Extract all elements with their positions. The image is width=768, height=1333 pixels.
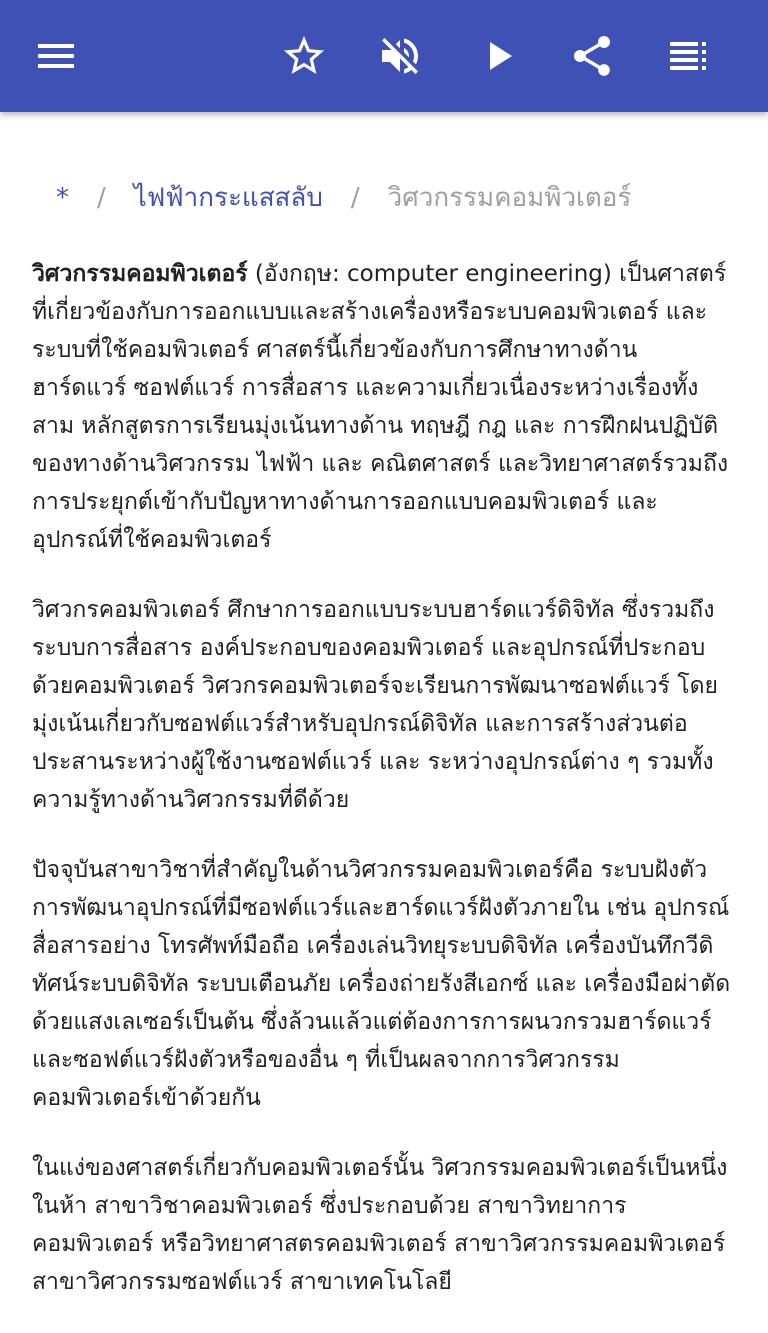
play-button[interactable]: [462, 20, 534, 92]
menu-button[interactable]: [20, 20, 92, 92]
paragraph: วิศวกรคอมพิวเตอร์ ศึกษาการออกแบบระบบฮาร์ดแวร์ดิจิทัล ซึ่งรวมถึงระบบการสื่อสาร องค์ประกอบของคอมพิวเตอร์ และอุปกรณ์ที่ประกอบด้วยคอมพิวเตอร์ วิศวกรคอมพิวเตอร์จะเรียนการพัฒนาซอฟต์แวร์ โดยมุ่งเน้นเกี่ยวกับซอฟต์แวร์สำหรับอุปกรณ์ดิจิทัล และการสร้างส่วนต่อประสานระหว่างผู้ใช้งานซอฟต์แวร์ และ ระหว่างอุปกรณ์ต่าง ๆ รวมทั้งความรู้ทางด้านวิศวกรรมที่ดีด้วย: [32, 597, 718, 813]
article-term: วิศวกรรมคอมพิวเตอร์: [32, 261, 248, 287]
share-icon: [568, 32, 616, 80]
breadcrumb-separator: /: [350, 183, 360, 213]
share-button[interactable]: [556, 20, 628, 92]
app-toolbar: [0, 0, 768, 112]
contents-button[interactable]: [652, 20, 724, 92]
paragraph: ปัจจุบันสาขาวิชาที่สำคัญในด้านวิศวกรรมคอมพิวเตอร์คือ ระบบฝังตัว การพัฒนาอุปกรณ์ที่มีซอฟต์แวร์และฮาร์ดแวร์ฝังตัวภายใน เช่น อุปกรณ์สื่อสารอย่าง โทรศัพท์มือถือ เครื่องเล่นวิทยุระบบดิจิทัล เครื่องบันทึกวีดิทัศน์ระบบดิจิทัล ระบบเตือนภัย เครื่องถ่ายรังสีเอกซ์ และ เครื่องมือผ่าตัดด้วยแสงเลเซอร์เป็นต้น ซึ่งล้วนแล้วแต่ต้องการการผนวกรวมฮาร์ดแวร์และซอฟต์แวร์ฝังตัวหรือของอื่น ๆ ที่เป็นผลจากการวิศวกรรมคอมพิวเตอร์เข้าด้วยกัน: [32, 857, 731, 1111]
mute-button[interactable]: [364, 20, 436, 92]
star-outline-icon: [280, 32, 328, 80]
paragraph: ในแง่ของศาสตร์เกี่ยวกับคอมพิวเตอร์นั้น วิศวกรรมคอมพิวเตอร์เป็นหนึ่งในห้า สาขาวิชาคอมพิวเตอร์ ซึ่งประกอบด้วย สาขาวิทยาการคอมพิวเตอร์ หรือวิทยาศาสตรคอมพิวเตอร์ สาขาวิศวกรรมคอมพิวเตอร์ สาขาวิศวกรรมซอฟต์แวร์ สาขาเทคโนโลยี: [32, 1155, 728, 1295]
article-body: [32, 255, 736, 1333]
playlist-icon: [664, 32, 712, 80]
breadcrumb-parent-link[interactable]: ไฟฟ้ากระแสสลับ: [133, 183, 323, 213]
breadcrumb: [56, 178, 736, 218]
menu-icon: [32, 32, 80, 80]
breadcrumb-home-link[interactable]: *: [56, 183, 69, 213]
breadcrumb-separator: /: [97, 183, 106, 213]
volume-off-icon: [376, 32, 424, 80]
play-icon: [474, 32, 522, 80]
bookmark-star-button[interactable]: [268, 20, 340, 92]
paragraph: [32, 255, 736, 559]
article-content: [0, 112, 768, 1295]
breadcrumb-current: วิศวกรรมคอมพิวเตอร์: [387, 183, 632, 213]
paragraph-text: (อังกฤษ: computer engineering) เป็นศาสตร์ที่เกี่ยวข้องกับการออกแบบและสร้างเครื่องหรือระบบคอมพิวเตอร์ และ ระบบที่ใช้คอมพิวเตอร์ ศาสตร์นี้เกี่ยวข้องกับการศึกษาทางด้าน ฮาร์ดแวร์ ซอฟต์แวร์ การสื่อสาร และความเกี่ยวเนื่องระหว่างเรื่องทั้งสาม หลักสูตรการเรียนมุ่งเน้นทางด้าน ทฤษฎี กฎ และ การฝึกฝนปฏิบัติของทางด้านวิศวกรรม ไฟฟ้า และ คณิตศาสตร์ และวิทยาศาสตร์รวมถึงการประยุกต์เข้ากับปัญหาทางด้านการออกแบบคอมพิวเตอร์ และ อุปกรณ์ที่ใช้คอมพิวเตอร์: [32, 261, 729, 553]
